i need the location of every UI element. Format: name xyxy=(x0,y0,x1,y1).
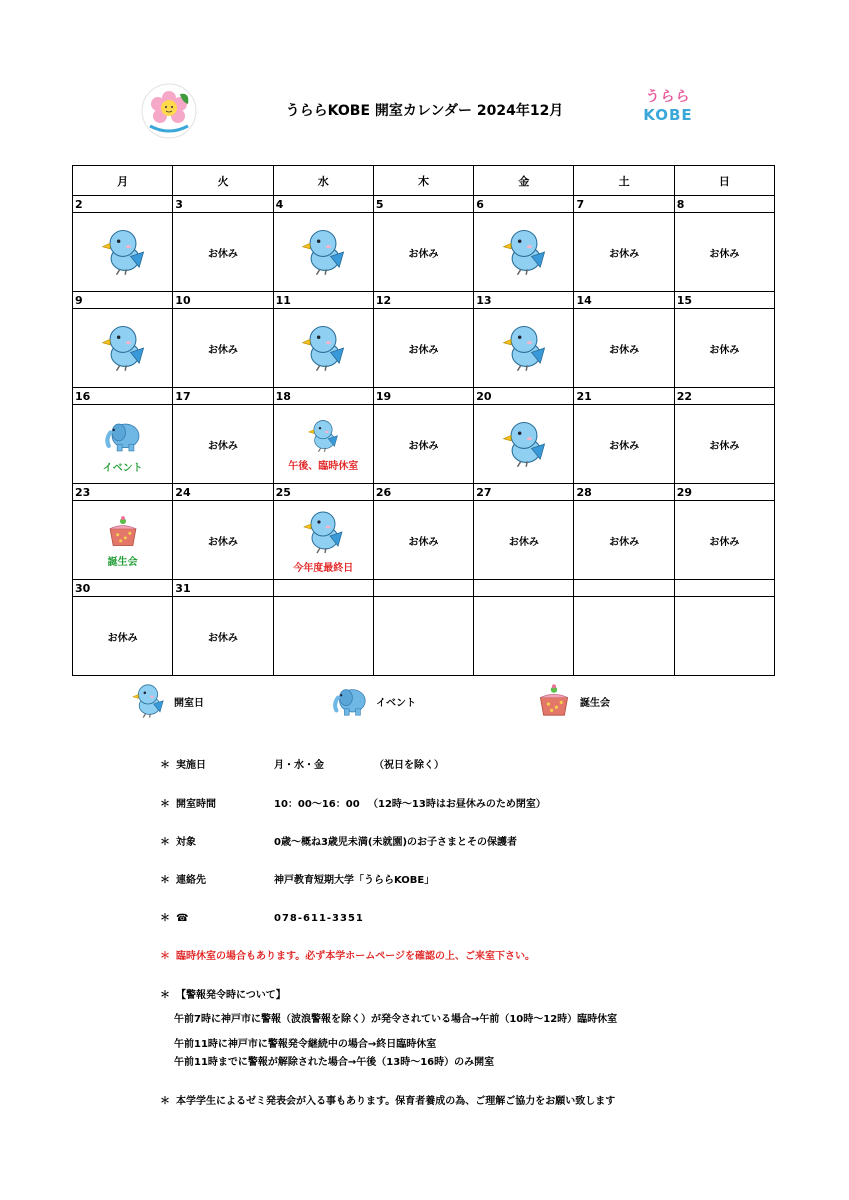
date-number: 26 xyxy=(373,484,473,501)
note-target xyxy=(160,833,517,848)
bullet: ＊ xyxy=(160,913,170,924)
note-days xyxy=(160,756,444,771)
bird-icon xyxy=(497,416,551,473)
date-number: 25 xyxy=(273,484,373,501)
closed-label: お休み xyxy=(408,344,439,356)
date-number: 17 xyxy=(173,388,273,405)
urara-kobe-logo xyxy=(638,86,698,138)
day-cell xyxy=(474,309,574,388)
day-cell xyxy=(373,405,473,484)
note-value: 078-611-3351 xyxy=(274,913,364,924)
bird-icon xyxy=(128,680,168,723)
date-row xyxy=(73,388,775,405)
date-number xyxy=(474,580,574,597)
date-row xyxy=(73,484,775,501)
day-cell xyxy=(173,405,273,484)
closed-label: お休み xyxy=(709,536,740,548)
date-number: 4 xyxy=(273,196,373,213)
date-row xyxy=(73,580,775,597)
note-value: 0歳～概ね3歳児未満(未就園)のお子さまとその保護者 xyxy=(274,837,518,848)
note-value: 月・水・金 xyxy=(274,760,324,771)
bird-icon xyxy=(298,506,348,559)
date-number: 18 xyxy=(273,388,373,405)
date-number: 29 xyxy=(674,484,774,501)
note-label: 午後、臨時休室 xyxy=(288,461,359,472)
bird-icon xyxy=(304,416,342,457)
closed-label: お休み xyxy=(709,440,740,452)
day-cell xyxy=(674,405,774,484)
weekday-header: 金 xyxy=(474,166,574,196)
closed-label: お休み xyxy=(408,440,439,452)
note-hours xyxy=(160,795,546,810)
weekday-header-row xyxy=(73,166,775,196)
legend-label-open: 開室日 xyxy=(174,698,204,709)
date-number: 24 xyxy=(173,484,273,501)
legend-item-birthday xyxy=(534,680,610,723)
day-cell xyxy=(574,405,674,484)
footer-text: 本学学生によるゼミ発表会が入る事もあります。保育者養成の為、ご理解ご協力をお願い致します xyxy=(176,1096,616,1107)
date-number: 3 xyxy=(173,196,273,213)
day-cell xyxy=(73,405,173,484)
note-alert-title xyxy=(160,986,286,1001)
date-number xyxy=(373,580,473,597)
note-label: 今年度最終日 xyxy=(293,563,354,574)
note-extra: （祝日を除く） xyxy=(374,760,444,771)
note-tel xyxy=(160,909,364,924)
note-footer xyxy=(160,1092,615,1107)
birthday-label: 誕生会 xyxy=(107,557,138,568)
date-number: 21 xyxy=(574,388,674,405)
date-number: 9 xyxy=(73,292,173,309)
bird-icon xyxy=(497,320,551,377)
date-number: 27 xyxy=(474,484,574,501)
alert-title: 【警報発令時について】 xyxy=(176,990,286,1001)
elephant-icon xyxy=(330,680,370,723)
day-cell xyxy=(674,309,774,388)
bird-icon xyxy=(296,320,350,377)
date-number xyxy=(574,580,674,597)
bird-icon xyxy=(296,224,350,281)
bullet: ＊ xyxy=(160,990,170,1001)
date-number xyxy=(674,580,774,597)
day-cell xyxy=(674,501,774,580)
date-number: 11 xyxy=(273,292,373,309)
date-number: 7 xyxy=(574,196,674,213)
day-cell xyxy=(574,213,674,292)
legend-item-open xyxy=(128,680,204,723)
date-number: 20 xyxy=(474,388,574,405)
date-number: 28 xyxy=(574,484,674,501)
note-label: 対象 xyxy=(176,837,196,848)
day-cell xyxy=(73,213,173,292)
date-number: 16 xyxy=(73,388,173,405)
bullet: ＊ xyxy=(160,837,170,848)
date-number: 6 xyxy=(474,196,574,213)
bird-icon xyxy=(96,320,150,377)
date-number: 15 xyxy=(674,292,774,309)
bullet: ＊ xyxy=(160,799,170,810)
weekday-header: 日 xyxy=(674,166,774,196)
event-label: イベント xyxy=(102,463,143,474)
date-number: 12 xyxy=(373,292,473,309)
day-cell xyxy=(373,309,473,388)
weekday-header: 火 xyxy=(173,166,273,196)
day-content-row xyxy=(73,501,775,580)
bullet: ＊ xyxy=(160,1096,170,1107)
day-cell xyxy=(373,597,473,676)
closed-label: お休み xyxy=(709,344,740,356)
bullet: ＊ xyxy=(160,951,170,962)
day-cell xyxy=(173,309,273,388)
day-content-row xyxy=(73,405,775,484)
date-number: 23 xyxy=(73,484,173,501)
date-number: 8 xyxy=(674,196,774,213)
note-value: 10：00～16：00 xyxy=(274,799,360,810)
note-label: 実施日 xyxy=(176,760,206,771)
day-cell xyxy=(273,501,373,580)
bird-icon xyxy=(96,224,150,281)
logo-text-urara: うらら xyxy=(645,89,691,105)
date-number: 31 xyxy=(173,580,273,597)
date-number: 30 xyxy=(73,580,173,597)
day-cell xyxy=(373,213,473,292)
weekday-header: 水 xyxy=(273,166,373,196)
date-number: 2 xyxy=(73,196,173,213)
date-row xyxy=(73,292,775,309)
legend-item-event xyxy=(330,680,416,723)
closed-label: お休み xyxy=(207,344,238,356)
phone-icon: ☎ xyxy=(176,913,189,924)
day-cell xyxy=(474,405,574,484)
date-row xyxy=(73,196,775,213)
day-cell xyxy=(674,597,774,676)
day-cell xyxy=(273,213,373,292)
date-number xyxy=(273,580,373,597)
logo-text-kobe: KOBE xyxy=(643,106,693,124)
note-extra: （12時～13時はお昼休みのため閉室） xyxy=(368,799,546,810)
cake-icon xyxy=(534,680,574,723)
closed-label: お休み xyxy=(408,536,439,548)
day-cell xyxy=(474,501,574,580)
day-cell xyxy=(273,309,373,388)
closed-label: お休み xyxy=(207,440,238,452)
bullet: ＊ xyxy=(160,875,170,886)
weekday-header: 月 xyxy=(73,166,173,196)
date-number: 14 xyxy=(574,292,674,309)
bullet: ＊ xyxy=(160,760,170,771)
day-cell xyxy=(474,597,574,676)
note-label: 連絡先 xyxy=(176,875,206,886)
day-cell xyxy=(73,501,173,580)
day-cell xyxy=(474,213,574,292)
elephant-icon xyxy=(102,414,144,459)
date-number: 10 xyxy=(173,292,273,309)
day-cell xyxy=(574,597,674,676)
closed-label: お休み xyxy=(508,536,539,548)
closed-label: お休み xyxy=(709,248,740,260)
day-cell xyxy=(674,213,774,292)
legend-label-birthday: 誕生会 xyxy=(580,698,610,709)
closed-label: お休み xyxy=(207,248,238,260)
day-cell xyxy=(173,501,273,580)
day-cell xyxy=(173,213,273,292)
weekday-header: 木 xyxy=(373,166,473,196)
closed-label: お休み xyxy=(207,536,238,548)
closed-label: お休み xyxy=(609,440,640,452)
closed-label: お休み xyxy=(609,344,640,356)
date-number: 22 xyxy=(674,388,774,405)
note-value: 神戸教育短期大学「うららKOBE」 xyxy=(274,875,435,886)
calendar-table xyxy=(72,165,775,676)
alert-line-3: 午前11時までに警報が解除された場合→午後（13時～16時）のみ開室 xyxy=(174,1057,495,1068)
legend-label-event: イベント xyxy=(376,698,416,709)
weekday-header: 土 xyxy=(574,166,674,196)
day-cell xyxy=(273,405,373,484)
day-cell xyxy=(574,501,674,580)
date-number: 13 xyxy=(474,292,574,309)
day-cell xyxy=(373,501,473,580)
day-cell xyxy=(73,309,173,388)
day-cell xyxy=(574,309,674,388)
note-label: 開室時間 xyxy=(176,799,216,810)
alert-line-2: 午前11時に神戸市に警報発令継続中の場合→終日臨時休室 xyxy=(174,1039,437,1050)
closed-label: お休み xyxy=(609,248,640,260)
closed-label: お休み xyxy=(207,632,238,644)
note-warning xyxy=(160,947,535,962)
cake-icon xyxy=(104,512,142,553)
closed-label: お休み xyxy=(609,536,640,548)
bird-icon xyxy=(497,224,551,281)
day-content-row xyxy=(73,309,775,388)
date-number: 5 xyxy=(373,196,473,213)
day-content-row xyxy=(73,213,775,292)
alert-line-1: 午前7時に神戸市に警報（波浪警報を除く）が発令されている場合→午前（10時～12時）臨時休室 xyxy=(174,1014,618,1025)
legend xyxy=(0,680,849,730)
day-cell xyxy=(173,597,273,676)
note-contact xyxy=(160,871,434,886)
day-cell xyxy=(73,597,173,676)
day-cell xyxy=(273,597,373,676)
closed-label: お休み xyxy=(408,248,439,260)
date-number: 19 xyxy=(373,388,473,405)
day-content-row xyxy=(73,597,775,676)
warning-text: 臨時休室の場合もあります。必ず本学ホームページを確認の上、ご来室下さい。 xyxy=(176,951,535,962)
closed-label: お休み xyxy=(107,632,138,644)
page-title: うららKOBE 開室カレンダー 2024年12月 xyxy=(285,103,564,119)
